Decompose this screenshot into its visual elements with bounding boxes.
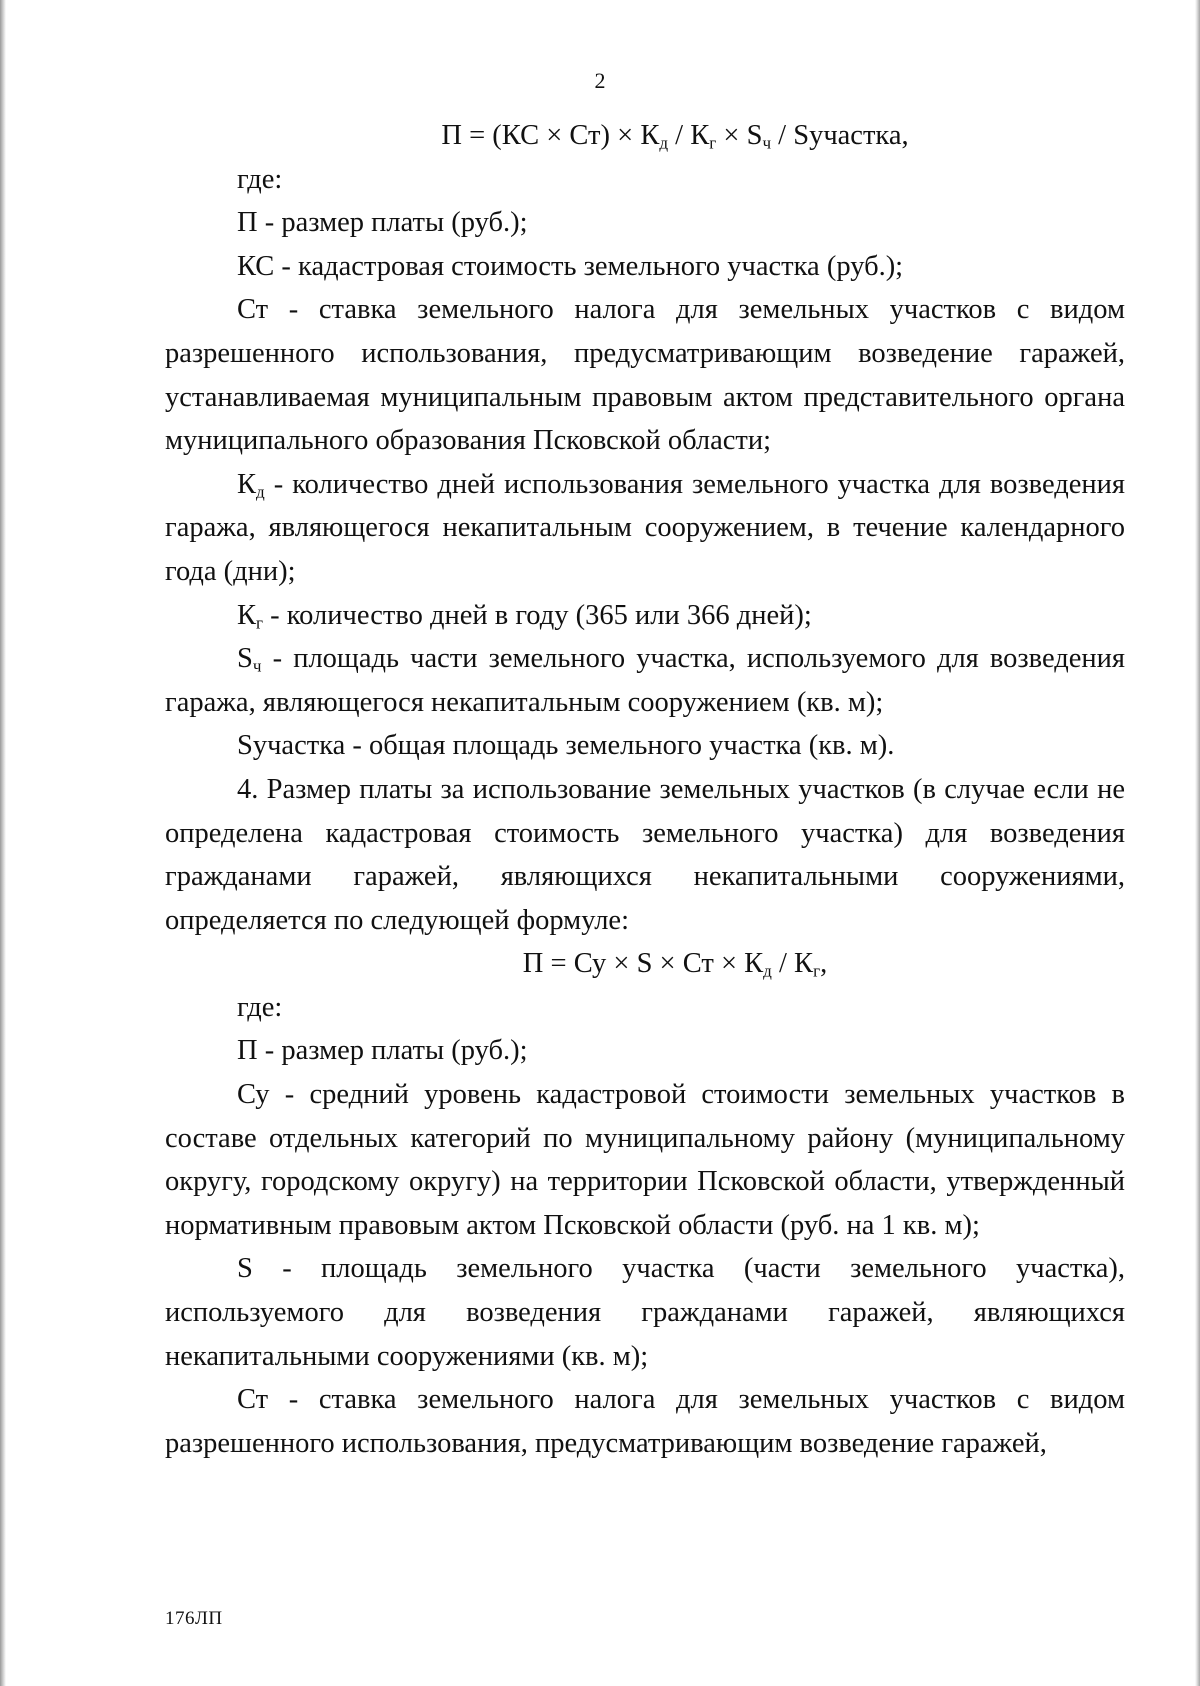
definition-tax-rate: Ст - ставка земельного налога для земельных участков с видом разрешенного использования, предусматривающим возведение гаражей, устанавливаемая муниципальным правовым актом представительного органа муниципального образования Псковской области; [165,294,1125,457]
definition-days-used: $К_д$ - количество дней использования земельного участка для возведения гаража, являющегося некапитальным сооружением, в течение календарного года (дни); [165,468,1125,587]
scan-edge-left [0,0,6,1686]
formula-fee-average: П = Су × S × Ст × $К_д / К_г$, [522,948,828,981]
definition-days-in-year: $К_г$ - количество дней в году (365 или 366 дней); [237,599,812,632]
formula-fee-cadastral: $П = (КС \times Ст) \times К_д / К_г \times S_ч$ / Sучастка, [441,120,909,153]
definition-fee: П - размер платы (руб.); [237,207,528,239]
definition-fee: П - размер платы (руб.); [237,1035,528,1067]
where-label: где: [237,163,283,195]
page-number: 2 [594,68,606,93]
definition-tax-rate: Ст - ставка земельного налога для земельных участков с видом разрешенного использования, предусматривающим возведение гаражей, [165,1384,1125,1459]
definition-part-area: $S_ч$ - площадь части земельного участка, используемого для возведения гаража, являющегося некапитальным сооружением (кв. м); [165,643,1125,718]
clause-4: 4. Размер платы за использование земельных участков (в случае если не определена кадастровая стоимость земельного участка) для возведения гражданами гаражей, являющихся некапитальными сооружениями, определяется по следующей формуле: [165,773,1125,936]
definition-total-area: Sучастка - общая площадь земельного участка (кв. м). [237,730,895,762]
definition-area: S - площадь земельного участка (части земельного участка), используемого для возведения гражданами гаражей, являющихся некапитальными сооружениями (кв. м); [165,1253,1125,1372]
definition-average-cadastral-level: Су - средний уровень кадастровой стоимости земельных участков в составе отдельных категорий по муниципальному району (муниципальному округу, городскому округу) на территории Псковской области, утвержденный нормативным правовым актом Псковской области (руб. на 1 кв. м); [165,1079,1125,1241]
where-label: где: [237,991,283,1023]
document-code: 176ЛП [165,1608,223,1629]
document-body [165,114,1125,1465]
definition-cadastral-value: КС - кадастровая стоимость земельного участка (руб.); [237,250,904,282]
scan-edge-right [1195,0,1200,1686]
